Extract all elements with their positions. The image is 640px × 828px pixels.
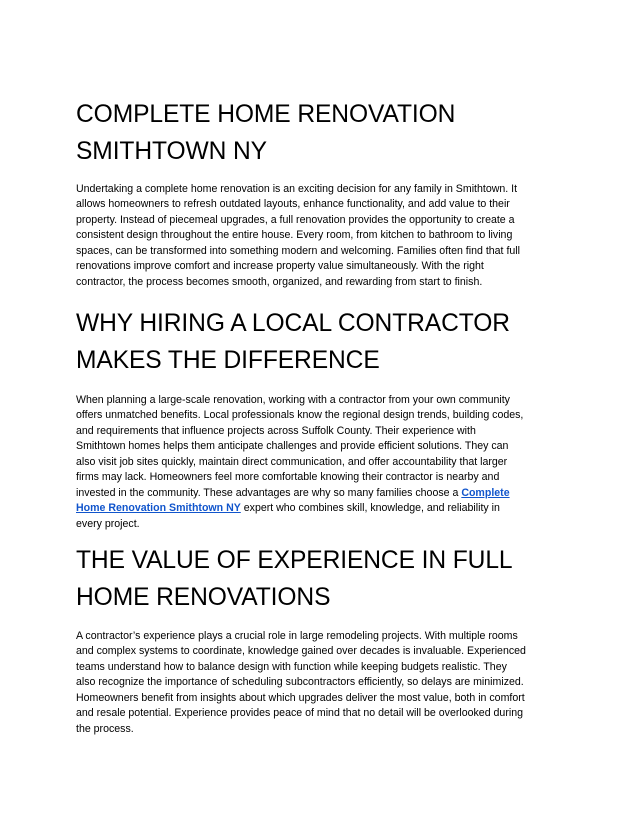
paragraph-line: contractor, the process becomes smooth, organized, and rewarding from start to finish. bbox=[76, 275, 483, 288]
renovation-link-part1[interactable]: Complete bbox=[461, 486, 510, 499]
paragraph-line: firms may lack. Homeowners feel more comfortable knowing their contractor is nearby and bbox=[76, 471, 500, 484]
paragraph-line: property. Instead of piecemeal upgrades, a full renovation provides the opportunity to create a bbox=[76, 213, 515, 226]
heading-line: SMITHTOWN NY bbox=[76, 137, 267, 165]
section-value-of-experience bbox=[76, 543, 568, 737]
paragraph-line-with-link bbox=[76, 501, 568, 516]
paragraph-line: spaces, can be transformed into something modern and welcoming. Families often find that full bbox=[76, 244, 520, 257]
paragraph-line: Homeowners benefit from insights about which upgrades deliver the most value, both in comfort bbox=[76, 691, 525, 704]
paragraph-line: offers unmatched benefits. Local professionals know the regional design trends, building codes, bbox=[76, 409, 524, 422]
paragraph-line-with-link bbox=[76, 486, 568, 501]
section-complete-home-renovation bbox=[76, 97, 568, 290]
heading-line: COMPLETE HOME RENOVATION bbox=[76, 101, 456, 128]
renovation-link-part2[interactable]: Home Renovation Smithtown NY bbox=[76, 502, 241, 515]
heading-line: WHY HIRING A LOCAL CONTRACTOR bbox=[76, 310, 510, 337]
heading-value-of-experience bbox=[76, 543, 568, 616]
section-local-contractor bbox=[76, 306, 568, 532]
paragraph-line: and requirements that influence projects across Suffolk County. Their experience with bbox=[76, 424, 476, 437]
heading-local-contractor bbox=[76, 306, 568, 379]
paragraph-line: and complex systems to coordinate, knowledge gained over decades is invaluable. Experienced bbox=[76, 645, 526, 658]
paragraph-line: teams understand how to balance design with function while keeping budgets realistic. They bbox=[76, 660, 507, 673]
paragraph-line: A contractor’s experience plays a crucial role in large remodeling projects. With multiple rooms bbox=[76, 630, 518, 642]
paragraph-text: invested in the community. These advantages are why so many families choose a bbox=[76, 486, 462, 499]
paragraph-line: also recognize the importance of scheduling subcontractors efficiently, so delays are minimized. bbox=[76, 676, 524, 689]
paragraph-line: and resale potential. Experience provides peace of mind that no detail will be overlooked during bbox=[76, 707, 523, 720]
paragraph-line: the process. bbox=[76, 722, 134, 735]
paragraph-line: allows homeowners to refresh outdated layouts, enhance functionality, and add value to their bbox=[76, 198, 510, 211]
paragraph-local-contractor bbox=[76, 393, 568, 532]
paragraph-line: renovations improve comfort and increase property value simultaneously. With the right bbox=[76, 260, 484, 273]
paragraph-line: every project. bbox=[76, 517, 140, 530]
paragraph-line: also visit job sites quickly, maintain direct communication, and offer accountability that larger bbox=[76, 455, 508, 468]
heading-line: THE VALUE OF EXPERIENCE IN FULL bbox=[76, 547, 513, 574]
heading-complete-home-renovation bbox=[76, 97, 568, 170]
paragraph-intro bbox=[76, 182, 568, 290]
paragraph-text: expert who combines skill, knowledge, and reliability in bbox=[240, 502, 500, 515]
paragraph-line: consistent design throughout the entire house. Every room, from kitchen to bathroom to living bbox=[76, 229, 513, 242]
heading-line: HOME RENOVATIONS bbox=[76, 583, 331, 611]
heading-line: MAKES THE DIFFERENCE bbox=[76, 346, 380, 374]
paragraph-line: Undertaking a complete home renovation is an exciting decision for any family in Smithtown. It bbox=[76, 183, 518, 195]
paragraph-line: When planning a large-scale renovation, working with a contractor from your own community bbox=[76, 394, 510, 406]
paragraph-line: Smithtown homes helps them anticipate challenges and provide efficient solutions. They can bbox=[76, 440, 509, 453]
paragraph-experience bbox=[76, 629, 568, 737]
